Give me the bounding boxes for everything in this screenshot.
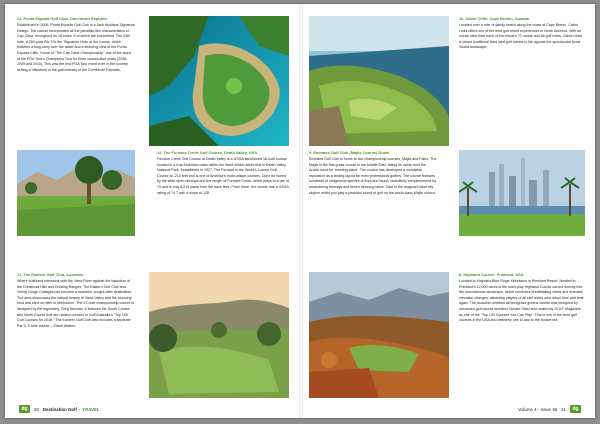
article-body: Located in Virginia's Blue Ridge Mountains is Primland Resort. Nestled in Primland's 12,000 acres is the main-play Highland Course carved directly into the mountainous landscape, which combines breathtaking views and dramatic elevation changes, attracting players of all skill levels who return time and time again. The Audubon-certified all bentgrass greens course was designed by renowned golf course architect Donald Steel and ranked by GOLF Magazine as one of the "Top 100 Courses You Can Play." This is one of the best golf courses in the USA and definitely one to add to the bucket list!: [459, 279, 584, 323]
photo-emirates: [459, 150, 585, 236]
photo-primland: [309, 272, 449, 398]
article-primland: [459, 272, 585, 324]
article-body: Where bushland intersects with the Yarra River against the backdrop of the Christmas Hills and Dividing Ranges, The Eastern Golf Club and Yering Gorge Cottages has become a beautiful, sought-after destination. The area showcases the natural beauty of Yarra Valley and the stunning food and wine on offer in Melbourne. The 27-hole championship course is designed by the legendary, Greg Norman. It features the South Course and North Course that are ranked courses in Golf Australia's "Top 100 Golf Courses for 2016." The Eastern Golf Club also includes a separate Par 3, 9-hole course – Shark Waters.: [17, 279, 134, 328]
article-furnace-creek: [157, 150, 289, 196]
magazine-spread: [5, 4, 595, 418]
page-number-left: 20: [34, 406, 39, 412]
volume-issue: Volume 4 - Issue 46: [518, 406, 558, 412]
footer-separator: ·: [78, 406, 81, 412]
article-title: 8. Highland Course, Primland, USA: [459, 272, 524, 277]
dg-logo: dg: [570, 405, 581, 413]
footer-right: [518, 404, 581, 414]
article-title: 10. Cabot Cliffs, Cape Breton, Canada: [459, 16, 529, 21]
photo-punta-espada: [149, 16, 289, 146]
section-name: TRAVEL: [82, 406, 100, 412]
photo-cabot-cliffs: [309, 16, 449, 146]
photo-eastern: [149, 272, 289, 398]
article-title: 9. Emirates Golf Club (Majlis Course) Dubai: [309, 150, 390, 155]
dg-logo: dg: [19, 405, 30, 413]
article-title: 11. The Eastern Golf Club, Australia: [17, 272, 83, 277]
article-eastern: [17, 272, 135, 329]
article-body: Furnace Creek Golf Course at Death Valley is a USGA sanctioned 18-hole course located in a true American oasis within the three million acres that is Death Valley National Park. Established in 1927, The Furnace is the World's Lowest Golf Course at -214 feet and is one of America's most unique courses. Don't be fooled by the wide-open fairways and the length of Furnace Creek, which plays to a par of 70 and is only 6,215 yards from the back tees. From there, the course has a USGA rating of 74.7 with a slope of 128.: [157, 157, 289, 195]
page-gutter: [299, 4, 303, 418]
article-punta-espada: [17, 16, 135, 73]
article-emirates: [309, 150, 437, 196]
article-body: Established in 2006, Punta Espada Golf Club is a Jack Nicklaus Signature Design. The course incorporates all the paradise-like characteristics of Cap Cana; throughout its 18 holes, 8 of which are oceanfront. The 13th hole, a 250-yard Par 3 is the 'Signature Hole' of the course, which features a long carry over the water and a stunning view of the Punta Espada Cliffs. Home of "The Cap Cana Championship" one of the stops of the PGA Tour's Champions Tour for three consecutive years (2008, 2009 and 2010). This was the first PGA Tour event ever in the country setting a milestone in the golf industry of the Dominican Republic.: [17, 23, 135, 72]
photo-furnace-creek: [17, 150, 135, 236]
article-body: Emirates Golf Club is home to two championship courses, Majlis and Faldo. The Majlis is the first grass course in the Middle East, taking its name from the Arabic word for 'meeting place'. The course has developed a worldwide reputation as a testing layout for even professional golfers. The course features hundreds of indigenous species of flora and fauna, beautifully complemented by meandering fairways and seven stunning lakes. Take in the magical Dubai city skyline whilst you play a peaceful round of golf on the world-class Majlis course.: [309, 157, 437, 195]
article-body: Located over a mile of sandy beach along the coast of Cape Breton, Cabot Links offers one of the best golf resort experiences in North America. With an ocean view from each of the resort's 72 rooms and 36 golf holes, Cabot Links is where traditional links land golf comes to life against the spectacular Nova Scotia landscape.: [459, 23, 582, 50]
article-title: 12. The Furnace Creek Golf Course, Death Valley, USA: [157, 150, 258, 155]
article-title: 13. Punta Espada Golf Club, Dominican Republic: [17, 16, 108, 21]
magazine-name: Destination Golf: [42, 406, 77, 412]
footer-left: [19, 404, 100, 414]
article-cabot-cliffs: [459, 16, 585, 51]
page-number-right: 21: [561, 406, 566, 412]
